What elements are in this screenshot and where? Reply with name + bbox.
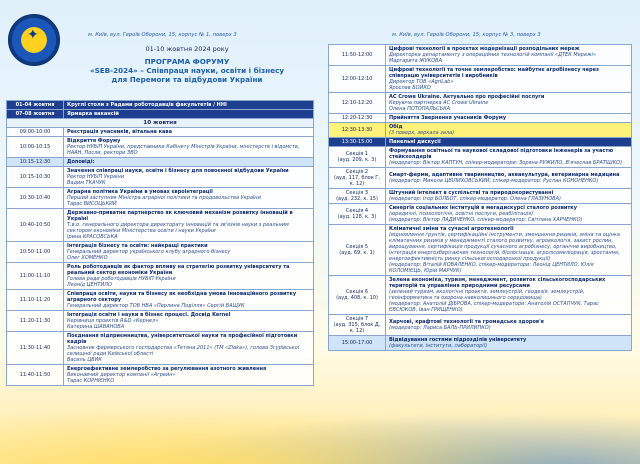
row-time: 11:00-11:10 — [7, 263, 64, 290]
row-content — [386, 66, 632, 93]
schedule-row — [7, 158, 314, 167]
row-content — [386, 225, 632, 276]
row-title: Інтеграція бізнесу та освіти: найкращі практики — [67, 243, 208, 249]
row-subtitle: (модератор: Микола ЦВІЛИХОВСЬКИЙ, спікер-модератор: Руслан КОНОНЕНКО) — [389, 178, 599, 184]
schedule-row — [329, 138, 632, 147]
row-subtitle: Т.в.о. генерального директора директорату інновацій та зв'язків науки з реальним сектором економіки Міністерства освіти і науки України Ірина КРАСОВСЬКА — [67, 222, 289, 240]
row-title: Цифрові технології в проєктах модернізації розподільних мереж — [389, 46, 580, 52]
row-subtitle: (відновлення ґрунтів, сертифікаційні інструменти, зменшення ризиків, зміна та оцінка кліматичних ризиків у менеджменті сталого розвитку, агроекологія, захист рослин, вирощування, сертифікація продукції сучасного агробізнесу, органічне виробництво, інтеграція енергозберігаючих технологій, біологізація, агролісомеліорація, зростання, енергоефективність ринку сільськогосподарської продукції) (модератор: Віталій КОВАЛЕНКО, спікер-модератори: Леонід ЦЕНТИЛО, Юлія КОЛОМІЄЦЬ, Юрій МАРЧУК) — [389, 232, 620, 274]
row-time: 10:50-11:00 — [7, 242, 64, 263]
schedule-row — [329, 189, 632, 204]
row-title: Відвідування гостями підрозділів університету — [389, 337, 527, 343]
row-subtitle: Виконавчий директор компанії «Агрейн» Тарас КОРНІЄНКО — [67, 372, 176, 384]
row-time: 15:00-17:00 — [329, 336, 386, 351]
left-schedule-body — [7, 128, 314, 386]
row-time: 11:40-11:50 — [7, 365, 64, 386]
row-title: Співпраця освіти, науки та бізнесу як необхідна умова інноваційного розвитку аграрного сектору — [67, 291, 297, 303]
schedule-row — [7, 311, 314, 332]
row-title: Доповіді: — [67, 159, 95, 165]
row-title: Державно-приватне партнерство як ключовий механізм розвитку інновацій в Україні — [67, 210, 293, 222]
schedule-row — [329, 225, 632, 276]
row-time: 11:20-11:30 — [7, 311, 64, 332]
schedule-row — [329, 276, 632, 315]
row-title: Роль роботодавців як фактор впливу на стратегію розвитку університету та реальний сектор економіки України — [67, 264, 290, 276]
schedule-row — [7, 167, 314, 188]
top-row-event: Ярмарка вакансій — [64, 110, 314, 119]
row-subtitle: (юридичні, психологічні, освітні послуги, реабілітація) (модератор: Віктор ЛАДИЧЕНКО, спікер-модератор: Світлана ХАРЧЕНКО) — [389, 211, 583, 223]
row-content — [64, 332, 314, 365]
top-row — [7, 101, 314, 110]
row-subtitle: Директор ТОВ «AgriLab» Ярослав БОЙКО — [389, 79, 454, 91]
row-time: 10:15-12:30 — [7, 158, 64, 167]
row-title: Відкриття Форуму — [67, 138, 121, 144]
row-content — [64, 242, 314, 263]
row-title: Цифрові технології та точне землеробство: майбутнє агробізнесу через співпрацю університетів і виробників — [389, 67, 599, 79]
row-title: Реєстрація учасників, вітальна кава — [67, 129, 172, 135]
right-page — [320, 0, 640, 464]
row-title: Значення співпраці науки, освіти і бізнесу для повоєнної відбудови України — [67, 168, 289, 174]
row-time: Секція 7 (ауд. 315, блок Д, к. 12) — [329, 315, 386, 336]
logo-emblem-icon: ✦ — [27, 27, 39, 43]
schedule-row — [7, 242, 314, 263]
forum-title-line-1: «SEB-2024» – Співпраця науки, освіти і бізнесу — [89, 66, 285, 75]
top-row-date: 01-04 жовтня — [7, 101, 64, 110]
row-content — [386, 336, 632, 351]
row-time: Секція 4 (ауд. 128, к. 3) — [329, 204, 386, 225]
address-left: м. Київ, вул. Героїв Оборони, 15, корпус № 1, поверх 3 — [88, 32, 237, 38]
forum-title-line-2: для Перемоги та відбудови України — [111, 75, 263, 84]
schedule-row — [7, 332, 314, 365]
row-time: 12:10-12:20 — [329, 93, 386, 114]
row-time: 10:15-10:30 — [7, 167, 64, 188]
row-subtitle: Перший заступник Міністра аграрної політики та продовольства України Тарас ВИСОЦЬКИЙ — [67, 195, 261, 207]
row-time: 12:00-12:10 — [329, 66, 386, 93]
row-content — [386, 276, 632, 315]
row-subtitle: Генеральний директор ТОВ НВА «Перлина Поділля» Сергій ВАЩУК — [67, 303, 245, 309]
row-content — [64, 209, 314, 242]
schedule-row — [7, 365, 314, 386]
row-content — [64, 167, 314, 188]
schedule-row — [7, 263, 314, 290]
row-time: 11:30-11:40 — [7, 332, 64, 365]
row-content — [64, 158, 314, 167]
schedule-row — [329, 123, 632, 138]
row-subtitle: Голова ради роботодавців НУБіП України Леонід ЦЕНТИЛО — [67, 276, 176, 288]
row-content — [64, 137, 314, 158]
row-title: Аграрна політика України в умовах євроінтеграції — [67, 189, 213, 195]
row-content — [386, 93, 632, 114]
row-content — [64, 365, 314, 386]
row-content — [386, 168, 632, 189]
row-content — [386, 138, 632, 147]
schedule-row — [329, 315, 632, 336]
schedule-row — [7, 137, 314, 158]
row-content — [386, 204, 632, 225]
row-subtitle: Директорка департаменту з операційних технологій компанії «ДТЕК Мережі» Маргарита ЖУКОВА — [389, 52, 597, 64]
row-time: Секція 1 (ауд. 209, к. 3) — [329, 147, 386, 168]
right-schedule-body — [329, 45, 632, 351]
right-schedule-table — [328, 44, 632, 351]
schedule-row — [329, 204, 632, 225]
row-title: Формування освітньої та наукової складової підготовки інженерів за участю стейкхолдерів — [389, 148, 614, 160]
row-content — [64, 311, 314, 332]
row-subtitle: (модератор: Лариса БАЛЬ-ПРИЛИПКО) — [389, 325, 491, 331]
row-title: Смарт-ферми, адаптивне тваринництво, аквакультура, ветеринарна медицина — [389, 172, 620, 178]
row-title: AC Crowe Ukraine. Актуально про професійні послуги — [389, 94, 545, 100]
row-title: Харчові, крафтові технології та громадське здоров'я — [389, 319, 544, 325]
row-subtitle: Генеральний директор українського клубу аграрного бізнесу Олег ХОМЕНКО — [67, 249, 231, 261]
row-time: 11:10-11:20 — [7, 290, 64, 311]
row-time: Секція 2 (ауд. 117, блок Г, к. 12) — [329, 168, 386, 189]
schedule-row — [329, 114, 632, 123]
program-title: ПРОГРАМА ФОРУМУ — [144, 57, 230, 66]
row-title: Енергоефективне землеробство за регулювання азотного живлення — [67, 366, 267, 372]
row-title: Інтеграція освіти і науки в бізнес процесі. Досвід Kernel — [67, 312, 231, 318]
forum-title — [62, 66, 312, 84]
schedule-row — [329, 147, 632, 168]
row-content — [386, 114, 632, 123]
row-subtitle: Ректор НУБіП України Вадим ТКАЧУК — [67, 174, 125, 186]
row-time: 11:50-12:00 — [329, 45, 386, 66]
day-row — [7, 119, 314, 128]
row-title: Штучний інтелект в суспільстві та природокористуванні — [389, 190, 554, 196]
row-subtitle: Ректор НУБіП України, представники Кабінету Міністрів України, міністерств і відомств, НААН, Посли, ректори ЗВО — [67, 144, 300, 156]
row-time: 12:30-13:30 — [329, 123, 386, 138]
schedule-row — [329, 45, 632, 66]
date-range: 01-10 жовтня 2024 року — [145, 45, 229, 53]
row-subtitle: Засновник фермерського господарства «Тетяна 2011» (ТМ «Zlaka»), голова Згурівської селищної ради Київської області Василь ЦВИК — [67, 345, 300, 363]
row-time: 12:20-12:30 — [329, 114, 386, 123]
schedule-row — [7, 209, 314, 242]
row-time: 10:40-10:50 — [7, 209, 64, 242]
schedule-row — [7, 188, 314, 209]
left-schedule-table — [6, 100, 314, 386]
row-content — [64, 188, 314, 209]
row-content — [386, 315, 632, 336]
row-title: Поєднання підприємництва, університетської науки та професійної підготовки кадрів — [67, 333, 298, 345]
row-time: Секція 6 (ауд. 408, к. 10) — [329, 276, 386, 315]
university-logo — [8, 14, 60, 66]
row-time: 13:30-15:00 — [329, 138, 386, 147]
row-subtitle: Керуюча партнерка АС Crowe Ukraine Олена ПОТОПАЛЬСЬКА — [389, 100, 489, 112]
row-time: Секція 3 (ауд. 232, к. 15) — [329, 189, 386, 204]
top-row-event: Круглі столи з Радами роботодавців факультетів / ННІ — [64, 101, 314, 110]
row-subtitle: (факультети, інститути, лабораторії) — [389, 343, 488, 349]
row-title: Прийняття Звернення учасників Форуму — [389, 115, 507, 121]
row-title: Зелена економіка, туризм, менеджмент, розвиток сільськогосподарських територій та управління природними ресурсами — [389, 277, 606, 289]
row-time: 10:30-10:40 — [7, 188, 64, 209]
row-content — [64, 290, 314, 311]
row-content — [64, 263, 314, 290]
row-content — [386, 147, 632, 168]
row-content — [386, 45, 632, 66]
row-time: 09:00-10:00 — [7, 128, 64, 137]
row-title: Панельні дискусії — [389, 139, 441, 145]
row-time: Секція 5 (ауд. 69, к. 1) — [329, 225, 386, 276]
schedule-row — [7, 290, 314, 311]
row-subtitle: (модератор: Ігор БОЛБОТ, спікер-модератор: Олена ГЛАЗУНОВА) — [389, 196, 561, 202]
schedule-row — [329, 168, 632, 189]
row-content — [386, 123, 632, 138]
schedule-row — [7, 128, 314, 137]
row-title: Синергія соціальних інституцій в мегадискурсі сталого розвитку — [389, 205, 577, 211]
row-subtitle: (зелений туризм, екологічні проекти, землеустрій, геодезія, землеустрій, геоінформатика та охорона навколишнього середовища) (модератор: Анатолій ДІБРОВА, спікер-модератори: Анатолій ОСТАПЧУК, Тарас ЄВСЮКОВ, Іван ГРИЩЕНКО) — [389, 289, 599, 313]
row-content — [64, 128, 314, 137]
row-subtitle: (модератор: Віктор КАПТУН, спікер-модератори: Зоряна РУЖИЛО, В'ячеслав БРАТІШКО) — [389, 160, 623, 166]
row-title: Кліматичні зміни та сучасні агротехнології — [389, 226, 514, 232]
schedule-row — [329, 336, 632, 351]
day-label: 10 жовтня — [7, 119, 314, 128]
top-row-date: 07-08 жовтня — [7, 110, 64, 119]
row-time: 10:00-10:15 — [7, 137, 64, 158]
schedule-row — [329, 93, 632, 114]
schedule-row — [329, 66, 632, 93]
row-subtitle: (3 поверх, зеркала зала) — [389, 130, 455, 136]
address-right: м. Київ, вул. Героїв Оборони, 15, корпус № 3, поверх 3 — [392, 32, 541, 38]
row-subtitle: Керівниця проектів R&D «Кернел» Катерина ШАВАНОВА — [67, 318, 159, 330]
row-content — [386, 189, 632, 204]
top-row — [7, 110, 314, 119]
row-title: Обід — [389, 124, 403, 130]
